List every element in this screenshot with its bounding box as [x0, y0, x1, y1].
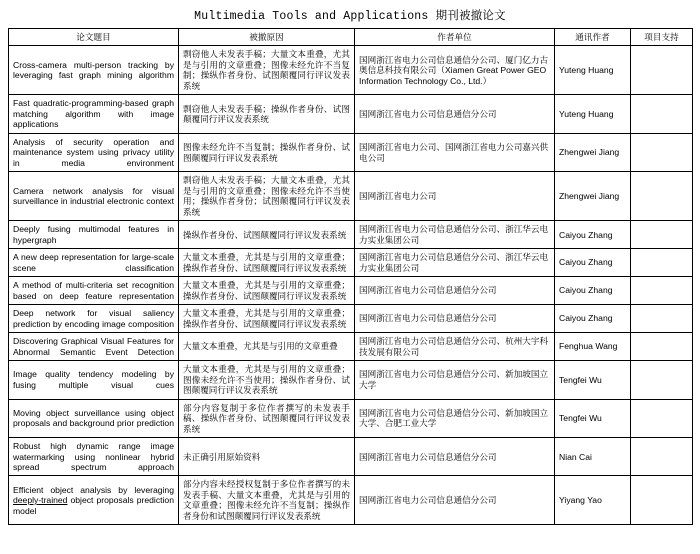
paper-title: A new deep representation for large-scale scene classification — [9, 249, 179, 277]
table-row — [9, 249, 693, 277]
column-header-title: 论文题目 — [9, 29, 179, 46]
paper-title: Moving object surveillance using object proposals and background prior prediction — [9, 399, 179, 437]
table-row — [9, 305, 693, 333]
paper-title: Image quality tendency modeling by fusing multiple visual cues — [9, 361, 179, 399]
author-affiliation: 国网浙江省电力公司信息通信分公司 — [355, 438, 555, 476]
author-affiliation: 国网浙江省电力公司信息通信分公司 — [355, 95, 555, 133]
corresponding-author: Caiyou Zhang — [555, 249, 631, 277]
project-support — [631, 46, 693, 95]
paper-title: Fast quadratic-programming-based graph matching algorithm with image applications — [9, 95, 179, 133]
paper-title-suffix: object proposals prediction model — [13, 495, 174, 516]
table-row — [9, 277, 693, 305]
corresponding-author: Caiyou Zhang — [555, 277, 631, 305]
retracted-papers-table — [8, 28, 693, 525]
retraction-reason: 操纵作者身份、试图颠覆同行评议发表系统 — [179, 221, 355, 249]
retraction-reason: 剽窃他人未发表手稿；大量文本重叠，尤其是与引用的文章重叠；图像未经允许不当使用；操纵作者身份；试图颠覆同行评议发表系统 — [179, 172, 355, 221]
retraction-reason: 剽窃他人未发表手稿；大量文本重叠，尤其是与引用的文章重叠；图像未经允许不当复制；操纵作者身份、试图颠覆同行评议发表系统 — [179, 46, 355, 95]
table-row — [9, 399, 693, 437]
corresponding-author: Yuteng Huang — [555, 46, 631, 95]
author-affiliation: 国网浙江省电力公司信息通信分公司、厦门亿力古奥信息科技有限公司（Xiamen Great Power GEO Information Technology Co., Ltd.） — [355, 46, 555, 95]
author-affiliation: 国网浙江省电力公司 — [355, 172, 555, 221]
page-title: Multimedia Tools and Applications 期刊被撤论文 — [194, 10, 506, 23]
author-affiliation: 国网浙江省电力公司信息通信分公司、浙江华云电力实业集团公司 — [355, 221, 555, 249]
retraction-reason: 未正确引用原始资料 — [179, 438, 355, 476]
author-affiliation: 国网浙江省电力公司信息通信分公司、新加坡国立大学 — [355, 361, 555, 399]
corresponding-author: Fenghua Wang — [555, 333, 631, 361]
column-header-support: 项目支持 — [631, 29, 693, 46]
column-header-unit: 作者单位 — [355, 29, 555, 46]
project-support — [631, 361, 693, 399]
author-affiliation: 国网浙江省电力公司信息通信分公司、新加坡国立大学、合肥工业大学 — [355, 399, 555, 437]
retraction-reason: 大量文本重叠，尤其是与引用的文章重叠；操纵作者身份、试图颠覆同行评议发表系统 — [179, 277, 355, 305]
author-affiliation: 国网浙江省电力公司信息通信分公司 — [355, 305, 555, 333]
corresponding-author: Nian Cai — [555, 438, 631, 476]
project-support — [631, 438, 693, 476]
project-support — [631, 333, 693, 361]
project-support — [631, 95, 693, 133]
corresponding-author: Tengfei Wu — [555, 361, 631, 399]
project-support — [631, 221, 693, 249]
paper-title: Analysis of security operation and maintenance system using privacy utility in media environment — [9, 133, 179, 171]
corresponding-author: Tengfei Wu — [555, 399, 631, 437]
paper-title — [9, 476, 179, 525]
table-header-row — [9, 29, 693, 46]
project-support — [631, 399, 693, 437]
corresponding-author: Yiyang Yao — [555, 476, 631, 525]
paper-title: A method of multi-criteria set recognition based on deep feature representation — [9, 277, 179, 305]
paper-title: Camera network analysis for visual surveillance in industrial electronic context — [9, 172, 179, 221]
corresponding-author: Caiyou Zhang — [555, 305, 631, 333]
author-affiliation: 国网浙江省电力公司信息通信分公司、浙江华云电力实业集团公司 — [355, 249, 555, 277]
column-header-reason: 被撤原因 — [179, 29, 355, 46]
table-row — [9, 476, 693, 525]
table-row — [9, 438, 693, 476]
retraction-reason: 大量文本重叠，尤其是与引用的文章重叠；操纵作者身份、试图颠覆同行评议发表系统 — [179, 305, 355, 333]
table-row — [9, 333, 693, 361]
table-row — [9, 95, 693, 133]
project-support — [631, 277, 693, 305]
project-support — [631, 249, 693, 277]
project-support — [631, 133, 693, 171]
retraction-reason: 大量文本重叠，尤其是与引用的文章重叠；图像未经允许不当使用；操纵作者身份、试图颠覆同行评议发表系统 — [179, 361, 355, 399]
paper-title: Discovering Graphical Visual Features for Abnormal Semantic Event Detection — [9, 333, 179, 361]
author-affiliation: 国网浙江省电力公司信息通信分公司 — [355, 277, 555, 305]
table-row — [9, 221, 693, 249]
paper-title: Robust high dynamic range image watermarking using nonlinear hybrid spread spectrum approach — [9, 438, 179, 476]
project-support — [631, 172, 693, 221]
retraction-reason: 大量文本重叠，尤其是与引用的文章重叠；操纵作者身份、试图颠覆同行评议发表系统 — [179, 249, 355, 277]
retraction-reason: 剽窃他人未发表手稿；操纵作者身份、试图颠覆同行评议发表系统 — [179, 95, 355, 133]
paper-title: Cross-camera multi-person tracking by leveraging fast graph mining algorithm — [9, 46, 179, 95]
table-row — [9, 361, 693, 399]
author-affiliation: 国网浙江省电力公司、国网浙江省电力公司嘉兴供电公司 — [355, 133, 555, 171]
corresponding-author: Zhengwei Jiang — [555, 133, 631, 171]
table-row — [9, 133, 693, 171]
retraction-reason: 部分内容未经授权复制于多位作者撰写的未发表手稿、大量文本重叠，尤其是与引用的文章重叠；图像未经允许不当复制；操纵作者身份和试图颠覆同行评议发表系统 — [179, 476, 355, 525]
paper-title: Deep network for visual saliency prediction by encoding image composition — [9, 305, 179, 333]
corresponding-author: Caiyou Zhang — [555, 221, 631, 249]
column-header-author: 通讯作者 — [555, 29, 631, 46]
paper-title-underlined-term: deeply-trained — [13, 495, 68, 506]
project-support — [631, 476, 693, 525]
table-row — [9, 172, 693, 221]
paper-title: Deeply fusing multimodal features in hypergraph — [9, 221, 179, 249]
author-affiliation: 国网浙江省电力公司信息通信分公司、杭州大宇科技发展有限公司 — [355, 333, 555, 361]
corresponding-author: Zhengwei Jiang — [555, 172, 631, 221]
paper-title-prefix: Efficient object analysis by leveraging — [13, 484, 174, 495]
retraction-reason: 部分内容复制于多位作者撰写的未发表手稿、操纵作者身份、试图颠覆同行评议发表系统 — [179, 399, 355, 437]
table-row — [9, 46, 693, 95]
retraction-reason: 大量文本重叠，尤其是与引用的文章重叠 — [179, 333, 355, 361]
retraction-reason: 图像未经允许不当复制；操纵作者身份、试图颠覆同行评议发表系统 — [179, 133, 355, 171]
author-affiliation: 国网浙江省电力公司信息通信分公司 — [355, 476, 555, 525]
project-support — [631, 305, 693, 333]
corresponding-author: Yuteng Huang — [555, 95, 631, 133]
